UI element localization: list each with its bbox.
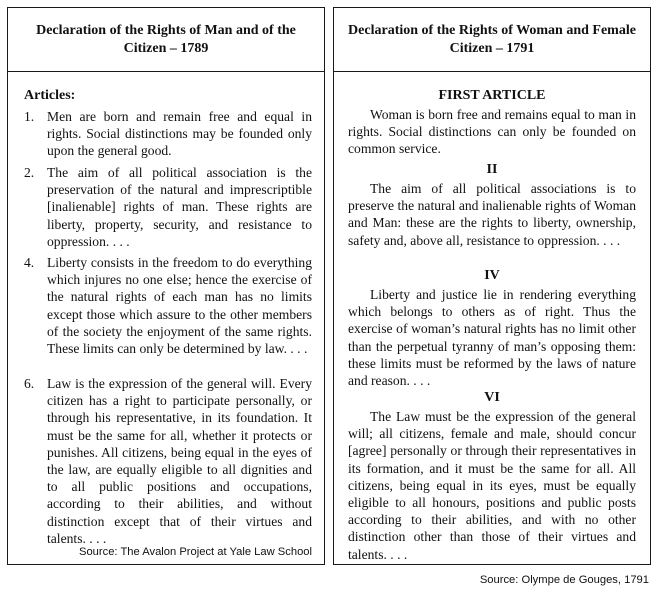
article-heading-iv: IV xyxy=(484,268,500,283)
article-heading-vi: VI xyxy=(484,390,500,405)
article-text-first: Woman is born free and remains equal to man in rights. Social distinctions can only be founded on common service. xyxy=(348,107,636,157)
rights-of-woman-title: Declaration of the Rights of Woman and Female Citizen – 1791 xyxy=(334,8,650,72)
rights-of-man-panel xyxy=(7,7,325,565)
article-item-4 xyxy=(24,254,312,357)
article-heading-first: FIRST ARTICLE xyxy=(438,88,546,103)
article-item-1 xyxy=(24,108,312,160)
rights-of-man-title: Declaration of the Rights of Man and of the Citizen – 1789 xyxy=(8,8,324,72)
source-citation: Source: The Avalon Project at Yale Law School xyxy=(78,546,312,558)
article-number: 6. xyxy=(24,376,35,391)
article-number: 1. xyxy=(24,109,35,124)
rights-of-woman-body xyxy=(334,78,650,564)
article-text: Liberty consists in the freedom to do everything which injures no one else; hence the exercise of the natural rights of each man has no limits except those which assure to the other members of the society the enjoyment of the same rights. These limits can only be determined by law. . . . xyxy=(47,255,312,357)
article-number: 2. xyxy=(24,165,35,180)
article-item-6 xyxy=(24,375,312,547)
rights-of-man-body xyxy=(8,78,324,564)
article-item-2 xyxy=(24,164,312,250)
article-text: The aim of all political association is the preservation of the natural and imprescriptible [inalienable] rights of man. These rights are liberty, property, security, and resistance to oppression. . . . xyxy=(47,165,312,249)
rights-of-woman-panel xyxy=(333,7,651,565)
article-text-ii: The aim of all political associations is to preserve the natural and inalienable rights of Woman and Man: these are the rights to liberty, ownership, safety and, above all, resistance to oppression. . . . xyxy=(348,181,636,248)
article-text-iv: Liberty and justice lie in rendering everything which belongs to others as of right. Thus the exercise of woman’s natural rights has no limit other than the perpetual tyranny of man’s opposing them: these limits must be reformed by the laws of nature and reason. . . . xyxy=(348,287,636,389)
article-text: Law is the expression of the general will. Every citizen has a right to participate personally, or through his representative, in its foundation. It must be the same for all, whether it protects or punishes. All citizens, being equal in the eyes of the law, are equally eligible to all dignities and to all public positions and occupations, according to their abilities, and without distinction except that of their virtues and talents. . . . xyxy=(47,376,312,546)
article-text-vi: The Law must be the expression of the general will; all citizens, female and male, should concur [agree] personally or through their representatives in its formation, and it must be the same for all. All citizens, being equal in its eyes, must be equally eligible to all honours, positions and public posts according to their abilities, and with no other distinction other than those of their virtues and talents. . . . xyxy=(348,409,636,562)
source-citation: Source: Olympe de Gouges, 1791 xyxy=(479,574,649,586)
articles-label: Articles: xyxy=(24,88,76,103)
article-text: Men are born and remain free and equal in rights. Social distinctions may be founded only upon the general good. xyxy=(47,109,312,159)
article-heading-ii: II xyxy=(486,162,498,177)
article-number: 4. xyxy=(24,255,35,270)
